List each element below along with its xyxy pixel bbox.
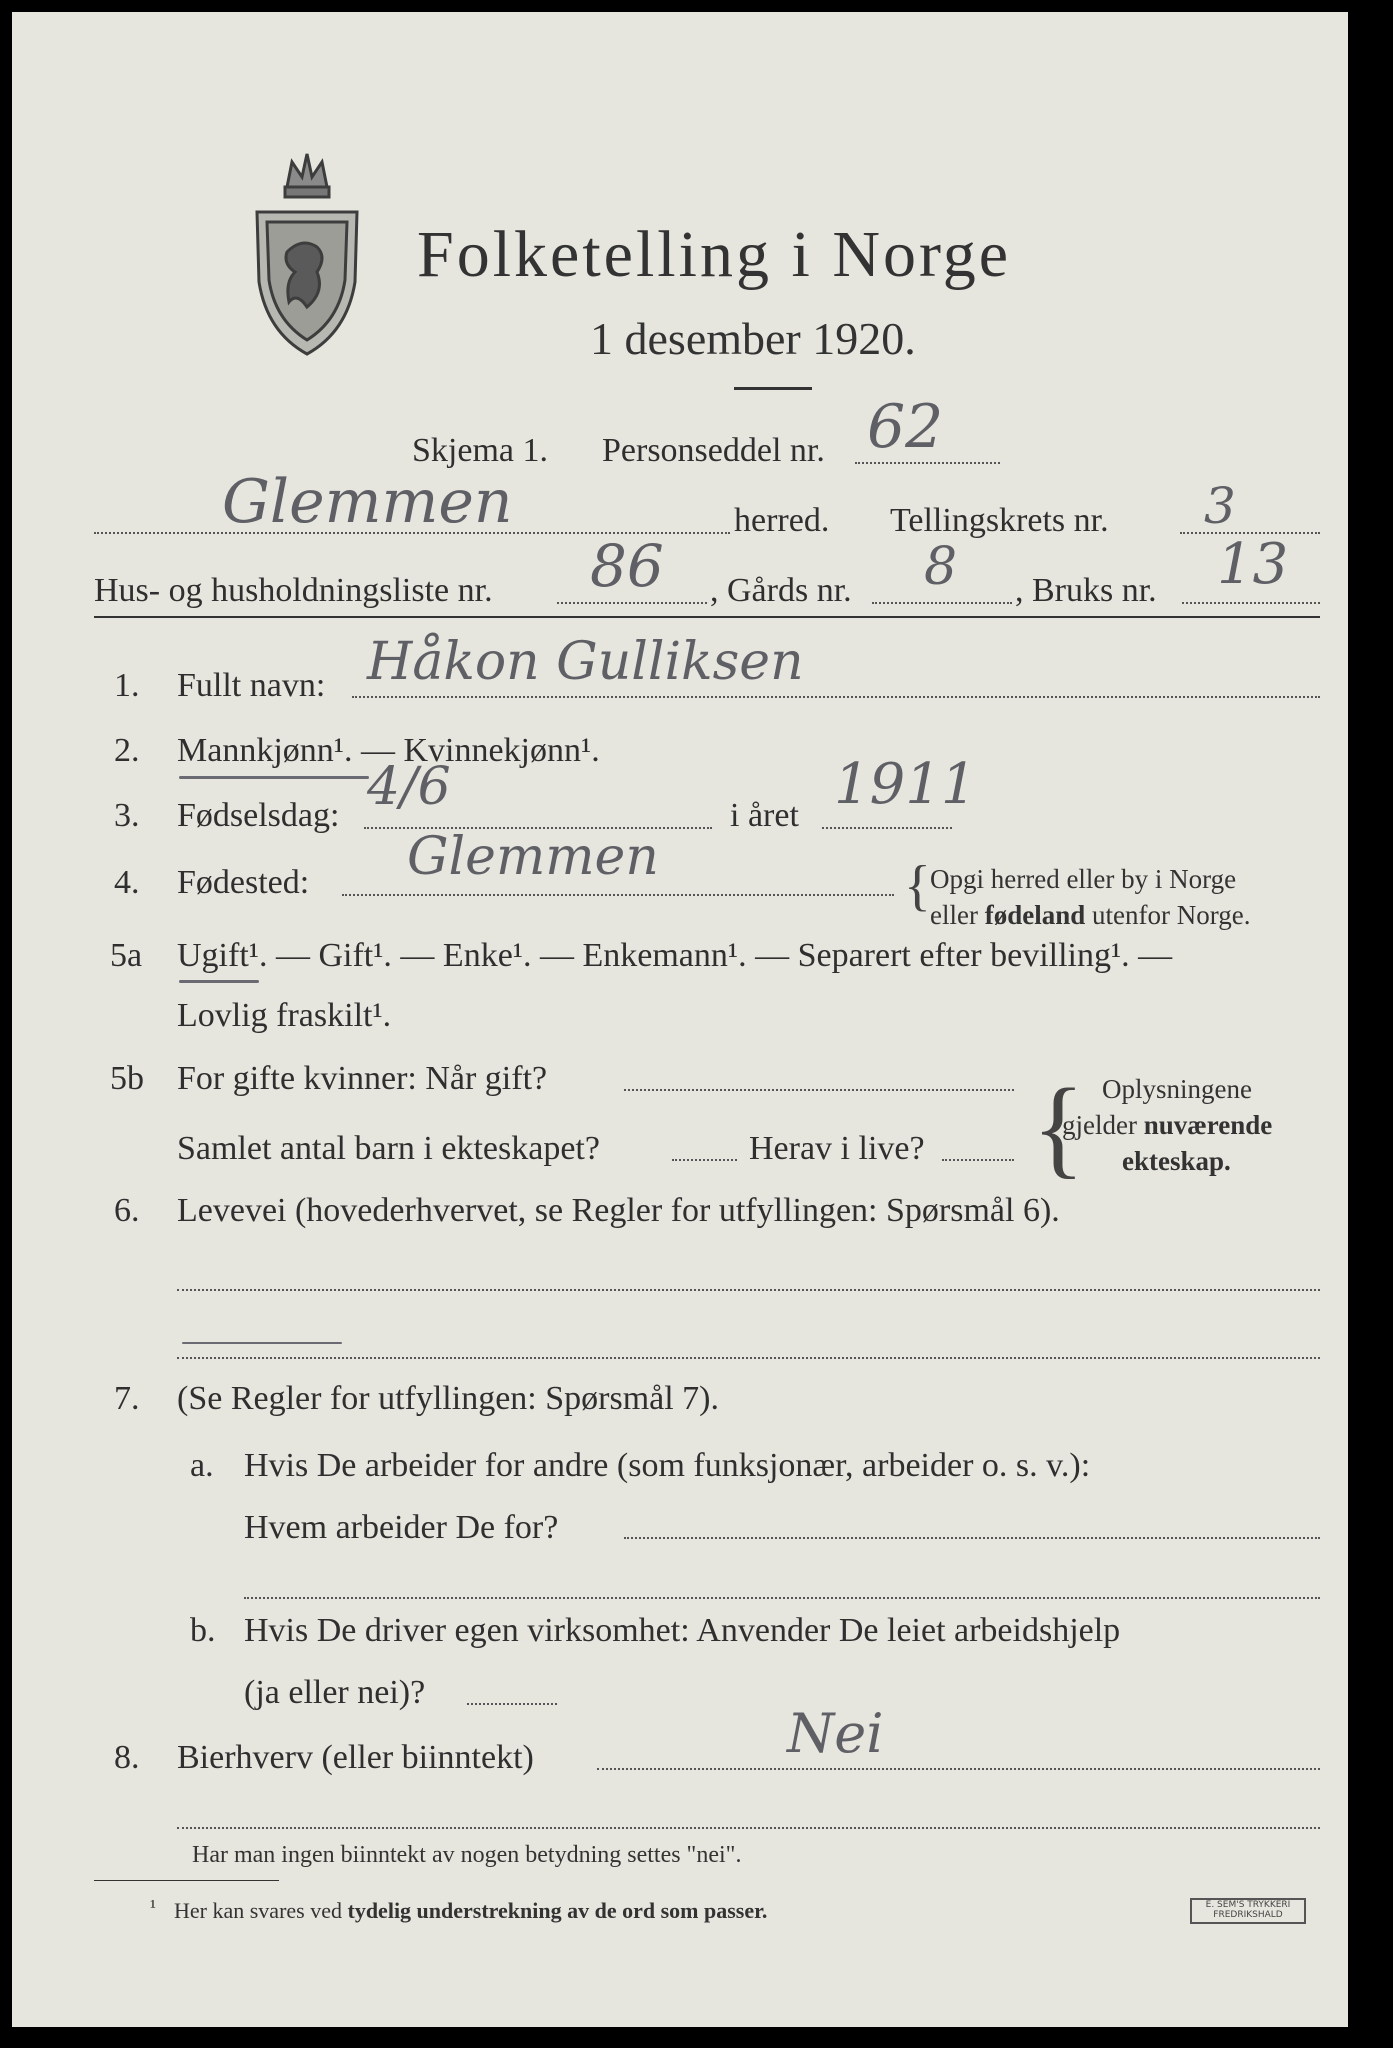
q6-line2 — [177, 1357, 1320, 1359]
q8-line — [597, 1768, 1320, 1770]
bruks-value[interactable]: 13 — [1217, 532, 1289, 597]
footnote-text: Her kan svares ved tydelig understrekning av de ord som passer. — [174, 1898, 768, 1923]
q5b-note1: Oplysningene — [1102, 1074, 1252, 1104]
q4-brace: { — [904, 855, 931, 917]
hus-value[interactable]: 86 — [590, 532, 664, 600]
q3-year-label: i året — [730, 797, 799, 834]
q3-value[interactable]: 4/6 — [367, 757, 451, 817]
q7a-line1: Hvis De arbeider for andre (som funksjonær, arbeider o. s. v.): — [244, 1447, 1091, 1484]
q6-line1 — [177, 1289, 1320, 1291]
printer-stamp-line1: E. SEM'S TRYKKERI — [1205, 1900, 1291, 1910]
printer-stamp-line2: FREDRIKSHALD — [1213, 1910, 1283, 1920]
coat-of-arms-icon — [247, 142, 367, 362]
q3-number: 3. — [114, 797, 140, 834]
gards-value[interactable]: 8 — [924, 537, 958, 597]
q8-value[interactable]: Nei — [787, 1702, 884, 1765]
q4-number: 4. — [114, 864, 140, 901]
gards-line — [872, 602, 1012, 604]
q8-label: Bierhverv (eller biinntekt) — [177, 1739, 534, 1776]
q5a-underline-mark — [179, 980, 259, 983]
q6-label: Levevei (hovederhvervet, se Regler for utfyllingen: Spørsmål 6). — [177, 1192, 1060, 1229]
header-rule — [94, 616, 1320, 618]
q6-pencil-mark — [182, 1342, 342, 1344]
q3-year-value[interactable]: 1911 — [834, 752, 977, 817]
q7b-line1: Hvis De driver egen virksomhet: Anvender De leiet arbeidshjelp — [244, 1612, 1121, 1649]
form-title: Folketelling i Norge — [417, 218, 1012, 291]
q5b-number: 5b — [110, 1060, 144, 1097]
q7-number: 7. — [114, 1380, 140, 1417]
footnote-rule — [94, 1880, 279, 1881]
q5a-number: 5a — [110, 937, 143, 974]
q7-label: (Se Regler for utfyllingen: Spørsmål 7). — [177, 1380, 720, 1417]
personseddel-value[interactable]: 62 — [867, 392, 944, 462]
q1-line — [352, 696, 1320, 698]
q5b-note2: gjelder nuværende — [1062, 1110, 1273, 1140]
bruks-label: , Bruks nr. — [1015, 572, 1157, 609]
q1-value[interactable]: Håkon Gulliksen — [367, 632, 804, 692]
bruks-line — [1182, 602, 1320, 604]
q3-label: Fødselsdag: — [177, 797, 340, 834]
q5a-line2: Lovlig fraskilt¹. — [177, 997, 392, 1034]
footnote-mark: ¹ — [150, 1896, 156, 1918]
herred-value[interactable]: Glemmen — [222, 467, 513, 537]
q3-year-line — [822, 827, 952, 829]
gards-label: , Gårds nr. — [710, 572, 852, 609]
q7b-answer-line — [467, 1703, 557, 1705]
tellingskrets-label: Tellingskrets nr. — [890, 502, 1109, 539]
q5b-line2b: Herav i live? — [749, 1130, 925, 1167]
personseddel-line — [855, 462, 1000, 464]
q5b-line2a: Samlet antal barn i ekteskapet? — [177, 1130, 600, 1167]
q7a-line2: Hvem arbeider De for? — [244, 1509, 559, 1546]
skjema-label: Skjema 1. — [412, 432, 548, 469]
census-form-sheet — [12, 12, 1348, 2027]
q7a-answer-line2 — [244, 1597, 1320, 1599]
q5b-when-line — [624, 1089, 1014, 1091]
q1-number: 1. — [114, 667, 140, 704]
herred-label: herred. — [734, 502, 830, 539]
q5b-brace: { — [1032, 1066, 1085, 1188]
printer-stamp — [1190, 1898, 1306, 1924]
tellingskrets-value[interactable]: 3 — [1204, 477, 1236, 535]
q5b-line1: For gifte kvinner: Når gift? — [177, 1060, 548, 1097]
q5b-alive-line — [942, 1159, 1014, 1161]
title-divider — [734, 387, 812, 390]
census-date: 1 desember 1920. — [590, 313, 916, 364]
q8-number: 8. — [114, 1739, 140, 1776]
biinntekt-note: Har man ingen biinntekt av nogen betydning settes "nei". — [192, 1842, 742, 1868]
q7b-letter: b. — [190, 1612, 216, 1649]
q7a-letter: a. — [190, 1447, 214, 1484]
q5a-line1: Ugift¹. — Gift¹. — Enke¹. — Enkemann¹. — Separert efter bevilling¹. — — [177, 937, 1173, 974]
q5b-note3: ekteskap. — [1122, 1146, 1231, 1176]
q8-line2 — [177, 1827, 1320, 1829]
hus-label: Hus- og husholdningsliste nr. — [94, 572, 493, 609]
q2-label: Mannkjønn¹. — Kvinnekjønn¹. — [177, 732, 600, 769]
q4-note-line2: eller fødeland utenfor Norge. — [930, 900, 1251, 930]
q5b-children-line — [672, 1159, 737, 1161]
q4-note-line1: Opgi herred eller by i Norge — [930, 864, 1237, 894]
q2-underline-mark — [179, 776, 369, 779]
q4-value[interactable]: Glemmen — [407, 827, 659, 887]
q2-number: 2. — [114, 732, 140, 769]
q4-line — [342, 894, 894, 896]
hus-line — [557, 602, 707, 604]
personseddel-label: Personseddel nr. — [602, 432, 825, 469]
q1-label: Fullt navn: — [177, 667, 326, 704]
q4-label: Fødested: — [177, 864, 310, 901]
q7a-answer-line — [624, 1537, 1320, 1539]
q7b-line2: (ja eller nei)? — [244, 1674, 426, 1711]
q6-number: 6. — [114, 1192, 140, 1229]
